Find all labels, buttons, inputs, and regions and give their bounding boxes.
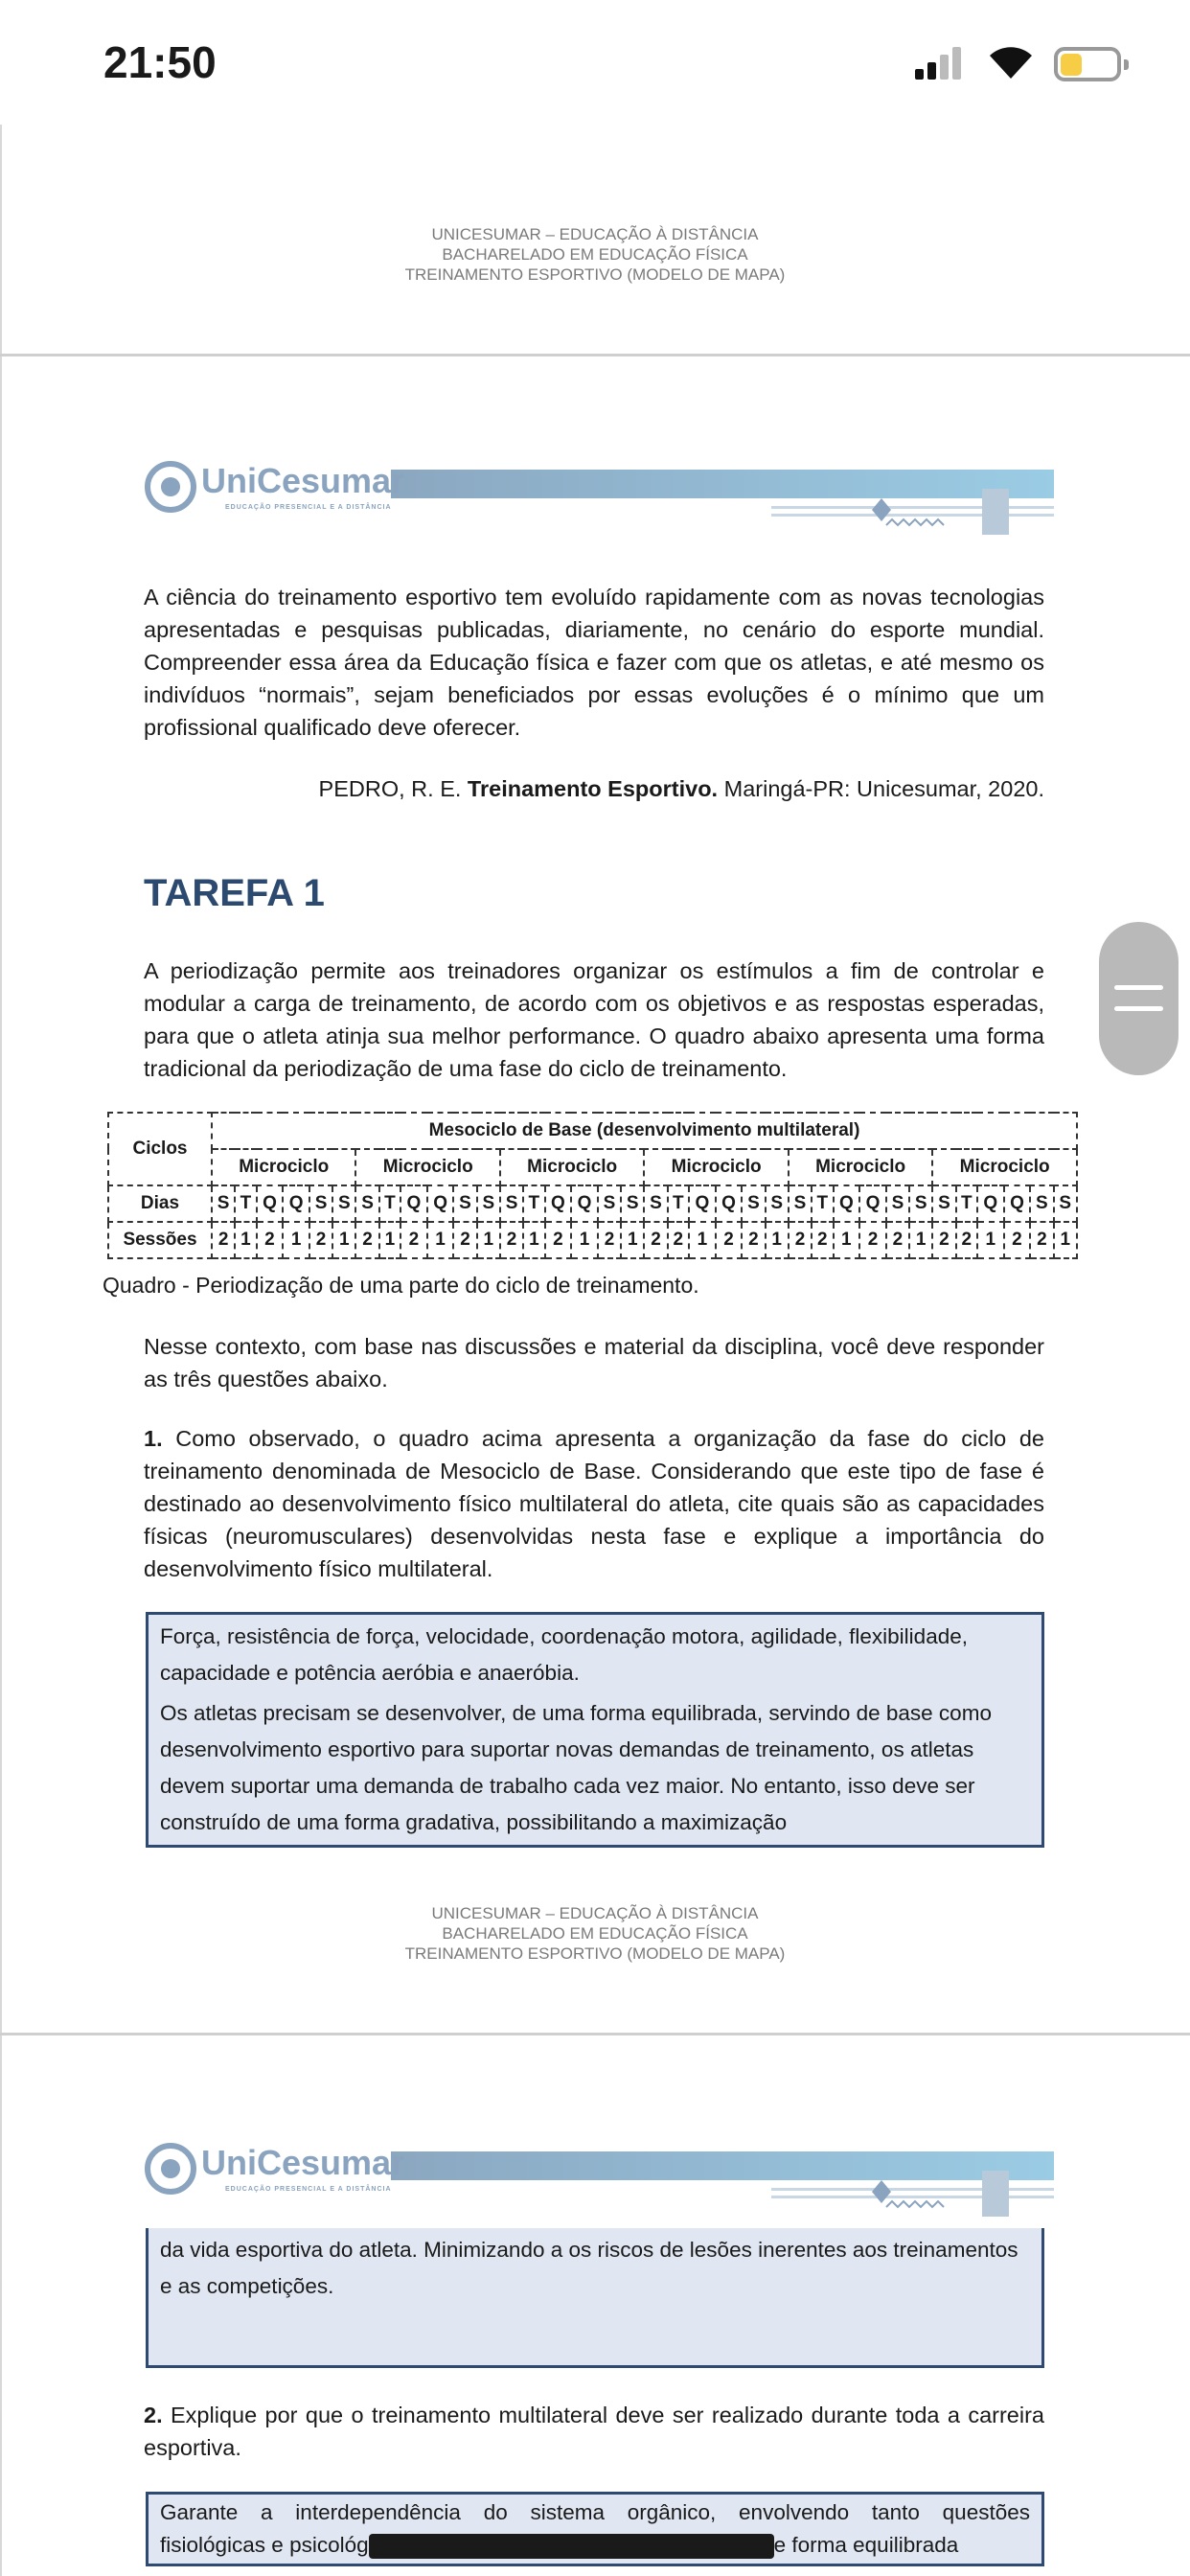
microciclo-header: Microciclo <box>644 1149 788 1185</box>
battery-icon <box>1054 47 1121 81</box>
sessao-cell: 1 <box>1054 1222 1078 1258</box>
dia-cell: S <box>309 1185 332 1222</box>
dia-cell: Q <box>545 1185 572 1222</box>
task-title: TAREFA 1 <box>144 872 325 914</box>
logo-text: UniCesumar <box>201 461 405 500</box>
sessao-cell: 1 <box>283 1222 309 1258</box>
wifi-icon <box>987 42 1035 80</box>
answer-2-line1: Garante a interdependência do sistema orgânico, envolvendo tanto questões <box>160 2500 1030 2524</box>
periodization-table <box>107 1112 1078 1259</box>
sessao-cell: 1 <box>523 1222 544 1258</box>
dia-cell: Q <box>716 1185 743 1222</box>
dia-cell: Q <box>427 1185 454 1222</box>
dia-cell: S <box>766 1185 789 1222</box>
page-header: UNICESUMAR – EDUCAÇÃO À DISTÂNCIA BACHARELADO EM EDUCAÇÃO FÍSICA TREINAMENTO ESPORTIVO (MODELO DE MAPA) <box>404 225 786 284</box>
dia-cell: S <box>332 1185 355 1222</box>
sessao-cell: 2 <box>598 1222 621 1258</box>
sessao-cell: 1 <box>571 1222 598 1258</box>
dias-label: Dias <box>108 1185 212 1222</box>
dia-cell: Q <box>257 1185 284 1222</box>
dia-cell: Q <box>859 1185 886 1222</box>
logo-tagline: EDUCAÇÃO PRESENCIAL E A DISTÂNCIA <box>225 2186 392 2193</box>
sessao-cell: 1 <box>477 1222 500 1258</box>
sessao-cell: 2 <box>859 1222 886 1258</box>
sessao-cell: 2 <box>668 1222 689 1258</box>
dia-cell: Q <box>689 1185 716 1222</box>
task-intro: A periodização permite aos treinadores organizar os estímulos a fim de controlar e modular a carga de treinamento, de acordo com os objetivos e as respostas esperadas, para que o atleta atinja sua melhor performance. O quadro abaixo apresenta uma forma tradicional da periodização de uma fase do ciclo de treinamento. <box>144 958 1044 1081</box>
sessao-cell: 2 <box>644 1222 667 1258</box>
logo-tagline: EDUCAÇÃO PRESENCIAL E A DISTÂNCIA <box>225 504 392 511</box>
dia-cell: T <box>235 1185 256 1222</box>
dia-cell: S <box>1054 1185 1078 1222</box>
dia-cell: S <box>742 1185 765 1222</box>
sessoes-label: Sessões <box>108 1222 212 1258</box>
sessao-cell: 1 <box>379 1222 400 1258</box>
dia-cell: S <box>621 1185 644 1222</box>
unicesumar-banner <box>144 450 1054 546</box>
sessao-cell: 1 <box>689 1222 716 1258</box>
dia-cell: Q <box>571 1185 598 1222</box>
scroll-handle[interactable] <box>1099 922 1179 1075</box>
dia-cell: Q <box>283 1185 309 1222</box>
dia-cell: Q <box>977 1185 1004 1222</box>
dia-cell: S <box>644 1185 667 1222</box>
microciclo-header: Microciclo <box>789 1149 932 1185</box>
sessao-cell: 2 <box>1004 1222 1031 1258</box>
ciclos-header: Ciclos <box>108 1113 212 1185</box>
sessao-cell: 1 <box>977 1222 1004 1258</box>
sessao-cell: 1 <box>332 1222 355 1258</box>
sessao-cell: 2 <box>400 1222 427 1258</box>
dia-cell: Q <box>1004 1185 1031 1222</box>
redaction-bar <box>369 2534 774 2559</box>
answer-1-part3: da vida esportiva do atleta. Minimizando a os riscos de lesões inerentes aos treinamentos e as competições. <box>160 2238 1018 2298</box>
dia-cell: T <box>812 1185 833 1222</box>
sessao-cell: 2 <box>355 1222 378 1258</box>
citation: PEDRO, R. E. Treinamento Esportivo. Maringá-PR: Unicesumar, 2020. <box>318 776 1044 801</box>
table-caption: Quadro - Periodização de uma parte do ciclo de treinamento. <box>103 1273 699 1298</box>
dia-cell: T <box>379 1185 400 1222</box>
sessao-cell: 1 <box>834 1222 860 1258</box>
dia-cell: S <box>909 1185 932 1222</box>
sessao-cell: 1 <box>235 1222 256 1258</box>
dia-cell: S <box>1030 1185 1053 1222</box>
logo-text: UniCesumar <box>201 2143 405 2182</box>
sessao-cell: 1 <box>909 1222 932 1258</box>
sessao-cell: 2 <box>812 1222 833 1258</box>
answer-1-box[interactable] <box>146 1612 1044 1848</box>
question-1: 1. Como observado, o quadro acima apresenta a organização da fase do ciclo de treinamento denominada de Mesociclo de Base. Considerando que este tipo de fase é destinado ao desenvolvimento físico multilateral do atleta, cite quais são as capacidades físicas (neuromusculares) desenvolvidas nesta fase e explique a importância do desenvolvimento físico multilateral. <box>144 1426 1044 1581</box>
sessao-cell: 1 <box>427 1222 454 1258</box>
dia-cell: T <box>523 1185 544 1222</box>
dia-cell: S <box>932 1185 955 1222</box>
dia-cell: S <box>453 1185 476 1222</box>
dia-cell: S <box>355 1185 378 1222</box>
dia-cell: Q <box>834 1185 860 1222</box>
sessao-cell: 2 <box>309 1222 332 1258</box>
question-2: 2. Explique por que o treinamento multilateral deve ser realizado durante toda a carreira esportiva. <box>144 2403 1044 2460</box>
sessao-cell: 2 <box>212 1222 235 1258</box>
dia-cell: S <box>477 1185 500 1222</box>
sessao-cell: 2 <box>886 1222 909 1258</box>
sessao-cell: 2 <box>956 1222 977 1258</box>
sessao-cell: 2 <box>500 1222 523 1258</box>
page-header-2: UNICESUMAR – EDUCAÇÃO À DISTÂNCIA BACHARELADO EM EDUCAÇÃO FÍSICA TREINAMENTO ESPORTIVO (MODELO DE MAPA) <box>404 1904 786 1963</box>
dia-cell: T <box>956 1185 977 1222</box>
status-time: 21:50 <box>103 37 217 87</box>
intro-paragraph: A ciência do treinamento esportivo tem evoluído rapidamente com as novas tecnologias apresentadas e pesquisas publicadas, diariamente, no cenário do esporte mundial. Compreender essa área da Educação física e fazer com que os atletas, e até mesmo os indivíduos “normais”, sejam beneficiados por essas evoluções é o mínimo que um profissional qualificado deve oferecer. <box>144 585 1044 740</box>
mesociclo-header: Mesociclo de Base (desenvolvimento multilateral) <box>212 1113 1077 1149</box>
dia-cell: S <box>598 1185 621 1222</box>
answer-1-part1: Força, resistência de força, velocidade, coordenação motora, agilidade, flexibilidade, capacidade e potência aeróbia e anaeróbia. <box>160 1624 968 1685</box>
dia-cell: S <box>212 1185 235 1222</box>
page-separator <box>0 354 1190 356</box>
sessao-cell: 2 <box>453 1222 476 1258</box>
sessao-cell: 2 <box>545 1222 572 1258</box>
sessao-cell: 1 <box>766 1222 789 1258</box>
sessao-cell: 2 <box>932 1222 955 1258</box>
dia-cell: S <box>500 1185 523 1222</box>
signal-icon <box>915 46 971 80</box>
dia-cell: T <box>668 1185 689 1222</box>
microciclo-header: Microciclo <box>932 1149 1077 1185</box>
sessao-cell: 2 <box>257 1222 284 1258</box>
sessao-cell: 2 <box>1030 1222 1053 1258</box>
sessao-cell: 1 <box>621 1222 644 1258</box>
sessao-cell: 2 <box>716 1222 743 1258</box>
microciclo-header: Microciclo <box>212 1149 355 1185</box>
microciclo-header: Microciclo <box>500 1149 644 1185</box>
answer-1-continued[interactable] <box>146 2228 1044 2368</box>
dia-cell: S <box>789 1185 812 1222</box>
answer-2-box[interactable] <box>146 2492 1044 2566</box>
unicesumar-banner-2 <box>144 2132 1054 2228</box>
dia-cell: Q <box>400 1185 427 1222</box>
microciclo-header: Microciclo <box>355 1149 499 1185</box>
page-separator-2 <box>0 2033 1190 2036</box>
sessao-cell: 2 <box>789 1222 812 1258</box>
sessao-cell: 2 <box>742 1222 765 1258</box>
dia-cell: S <box>886 1185 909 1222</box>
context-paragraph: Nesse contexto, com base nas discussões e material da disciplina, você deve responder as três questões abaixo. <box>144 1334 1044 1392</box>
answer-1-part2: Os atletas precisam se desenvolver, de uma forma equilibrada, servindo de base como desenvolvimento esportivo para suportar novas demandas de treinamento, os atletas devem suportar uma demanda de trabalho cada vez maior. No entanto, isso deve ser construído de uma forma gradativa, possibilitando a maximização <box>160 1701 992 1834</box>
answer-2-line2: fisiológicas e psicológ e forma equilibrada <box>160 2529 1030 2562</box>
